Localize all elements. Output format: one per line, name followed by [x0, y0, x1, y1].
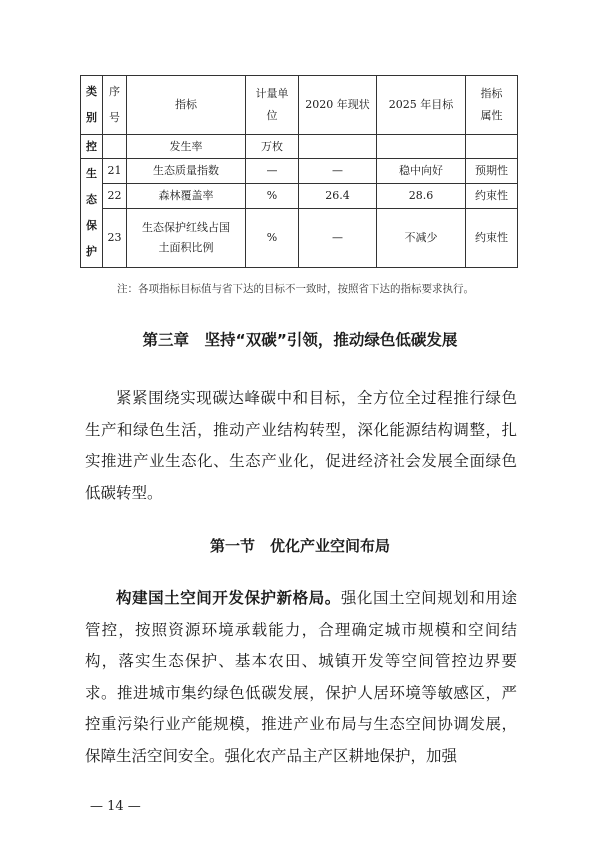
chapter-title: 第三章 坚持“双碳”引领，推动绿色低碳发展: [142, 331, 458, 349]
header-indicator: 指标: [127, 76, 246, 135]
paragraph-lead: 构建国土空间开发保护新格局。: [116, 589, 341, 607]
cell-attribute: 预期性: [466, 159, 518, 184]
cell-category: 控: [81, 135, 103, 159]
cell-status-2020: —: [299, 209, 377, 268]
paragraph-text: 强化国土空间规划和用途管控，按照资源环境承载能力，合理确定城市规模和空间结构，落实生态保护、基本农田、城镇开发等空间管控边界要求。推进城市集约绿色低碳发展，保护人居环境等敏感区，严控重污染行业产能规模，推进产业布局与生态空间协调发展，保障生活空间安全。强化农产品主产区耕地保护，加强: [85, 589, 517, 765]
page-number: — 14 —: [90, 799, 141, 814]
cell-unit: —: [246, 159, 299, 184]
indicator-table: [80, 75, 518, 268]
table-row: [81, 159, 518, 184]
cell-attribute: 约束性: [466, 184, 518, 209]
paragraph-body: [85, 583, 517, 772]
cell-status-2020: —: [299, 159, 377, 184]
table-row: [81, 135, 518, 159]
header-target-2025: 2025 年目标: [377, 76, 466, 135]
cell-no: 21: [103, 159, 127, 184]
section-title: 第一节 优化产业空间布局: [209, 537, 390, 555]
cell-unit: %: [246, 184, 299, 209]
cell-no: [103, 135, 127, 159]
header-attribute: 指标 属性: [466, 76, 518, 135]
cell-indicator: 生态质量指数: [127, 159, 246, 184]
header-category: 类 别: [81, 76, 103, 135]
cell-indicator: 发生率: [127, 135, 246, 159]
cell-no: 22: [103, 184, 127, 209]
paragraph-intro: 紧紧围绕实现碳达峰碳中和目标，全方位全过程推行绿色生产和绿色生活，推动产业结构转型，深化能源结构调整，扎实推进产业生态化、生态产业化，促进经济社会发展全面绿色低碳转型。: [85, 389, 517, 502]
cell-attribute: [466, 135, 518, 159]
cell-status-2020: 26.4: [299, 184, 377, 209]
cell-target-2025: 28.6: [377, 184, 466, 209]
table-row: [81, 209, 518, 268]
table-note: 注：各项指标目标值与省下达的目标不一致时，按照省下达的指标要求执行。: [117, 283, 474, 295]
table-header-row: [81, 76, 518, 135]
header-no: 序 号: [103, 76, 127, 135]
cell-attribute: 约束性: [466, 209, 518, 268]
cell-unit: %: [246, 209, 299, 268]
cell-indicator: 生态保护红线占国 土面积比例: [127, 209, 246, 268]
cell-target-2025: 不减少: [377, 209, 466, 268]
table-row: [81, 184, 518, 209]
cell-status-2020: [299, 135, 377, 159]
cell-unit: 万枚: [246, 135, 299, 159]
cell-no: 23: [103, 209, 127, 268]
header-unit: 计量单 位: [246, 76, 299, 135]
cell-indicator: 森林覆盖率: [127, 184, 246, 209]
cell-target-2025: 稳中向好: [377, 159, 466, 184]
header-status-2020: 2020 年现状: [299, 76, 377, 135]
cell-target-2025: [377, 135, 466, 159]
cell-category-group: 生 态 保 护: [81, 159, 103, 268]
